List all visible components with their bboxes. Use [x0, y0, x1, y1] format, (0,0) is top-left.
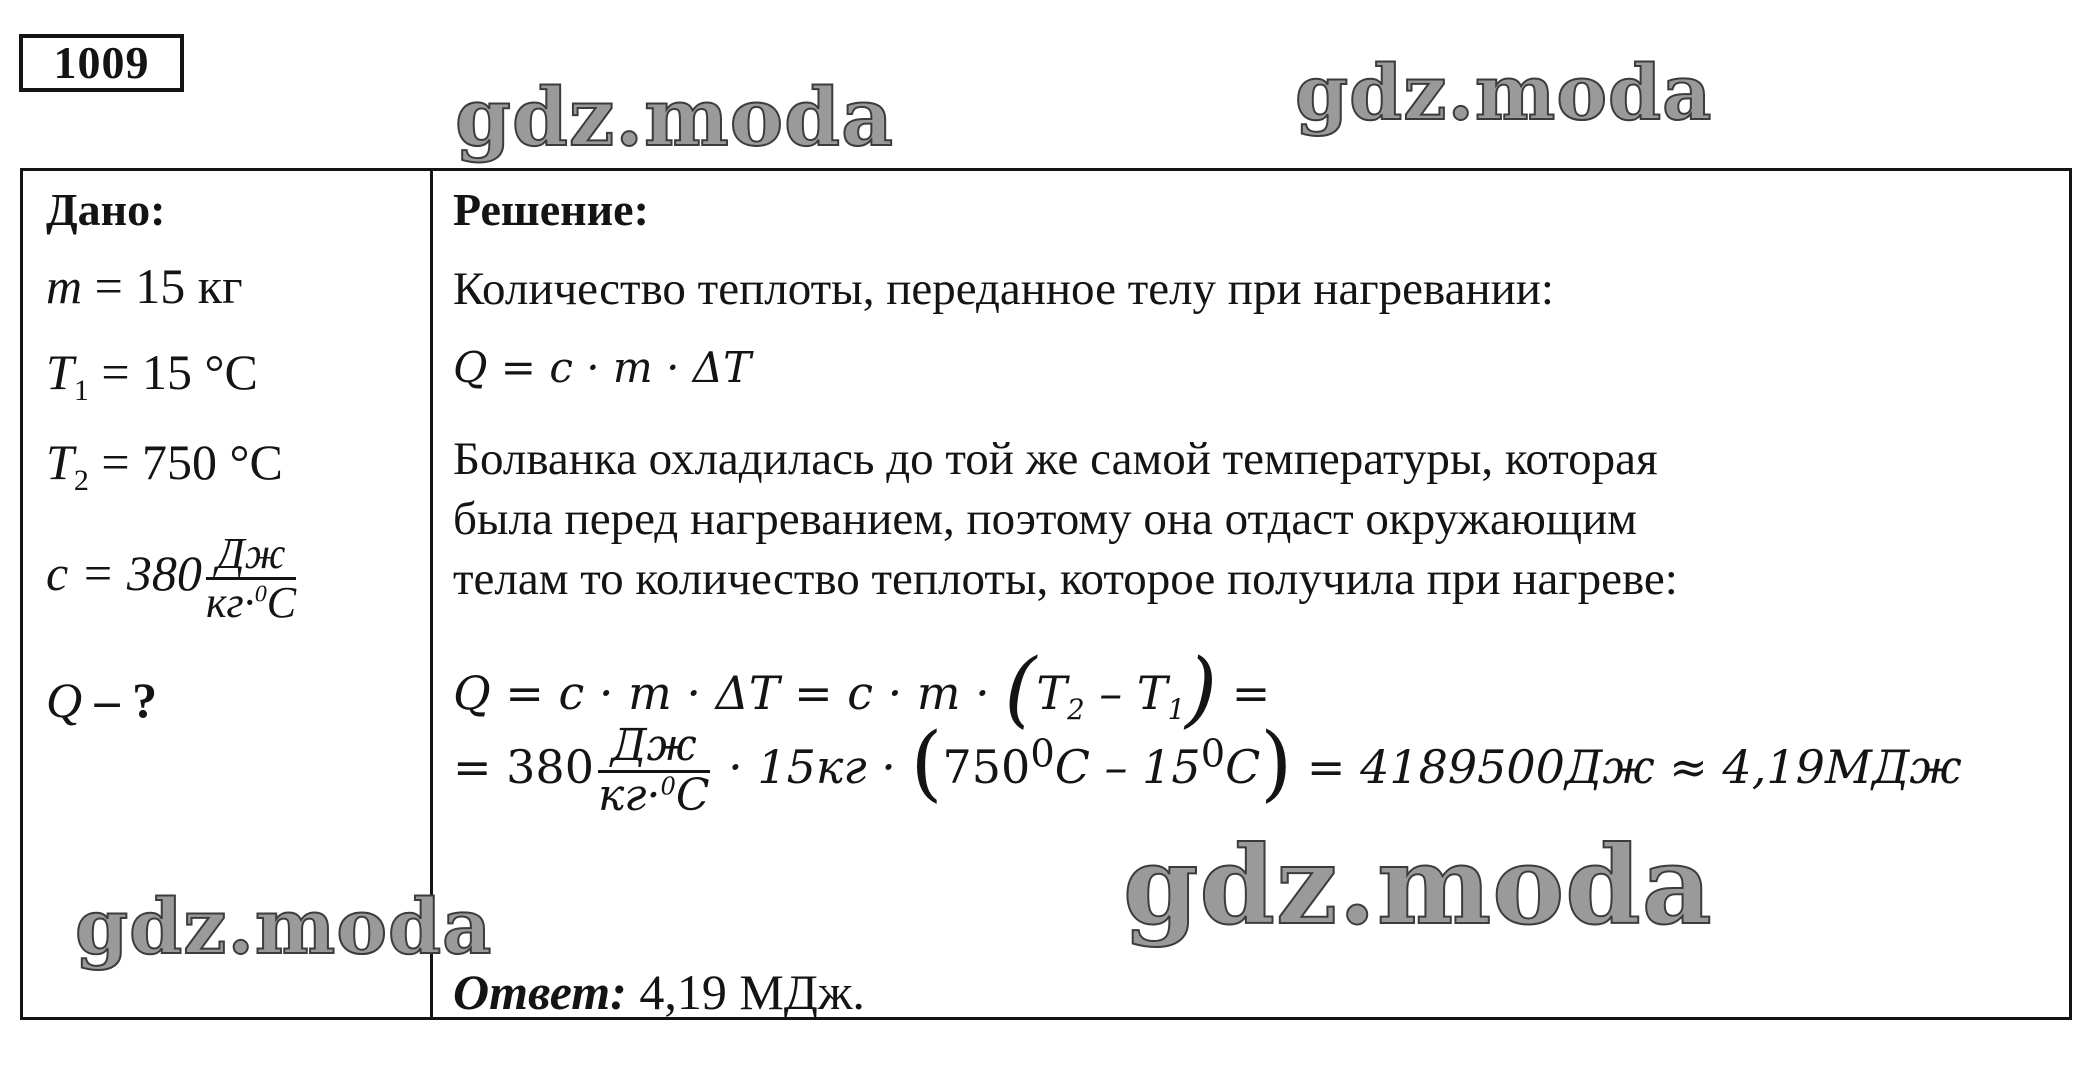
- close-paren: ): [1185, 642, 1218, 737]
- open-paren: (: [1004, 642, 1037, 737]
- given-t1: [46, 343, 258, 408]
- q-variable: Q: [46, 672, 83, 728]
- open-paren: (: [910, 716, 943, 811]
- t2-variable: T: [46, 434, 74, 490]
- answer-label: Ответ:: [453, 964, 627, 1020]
- t1-value: = 15 °C: [88, 344, 258, 400]
- heat-calculation: = 380 $\frac{Дж}{кг\cdot^0C}$ · $15кг \cdot (750^0C - 15^0C) = 4189500Дж \approx 4,19МДж$: [453, 716, 1962, 821]
- watermark: gdz.moda: [75, 882, 493, 971]
- watermark: gdz.moda: [1123, 823, 1713, 949]
- watermark: gdz.moda: [455, 70, 894, 164]
- heat-formula-expanded: $Q = c \cdot m \cdot \Delta T = c \cdot m \cdot (T_2 - T_1)$ =: [453, 642, 1271, 737]
- solution-line: телам то количество теплоты, которое получила при нагреве:: [453, 553, 1678, 605]
- answer-value: 4,19 МДж.: [626, 964, 865, 1020]
- c-unit-denominator: кг·$^0$C: [205, 578, 297, 628]
- c-value: c = 380: [46, 545, 202, 602]
- solution-line: была перед нагреванием, поэтому она отдаст окружающим: [453, 493, 1637, 545]
- given-mass: [46, 257, 243, 315]
- given-t2: [46, 433, 283, 498]
- t2-subscript: 2: [73, 464, 89, 497]
- solution-heading: Решение:: [453, 184, 649, 235]
- solution-line: Болванка охладилась до той же самой температуры, которая: [453, 433, 1658, 485]
- c-unit-fraction: [206, 531, 296, 626]
- given-specific-heat: [46, 531, 300, 626]
- problem-number: 1009: [19, 34, 184, 92]
- c-unit-numerator: Дж: [206, 531, 296, 580]
- calc-unit-fraction: $\frac{Дж}{кг\cdot^0C}$: [597, 720, 710, 821]
- given-heading: Дано:: [46, 184, 166, 235]
- close-paren: ): [1260, 716, 1293, 811]
- given-unknown: [46, 671, 157, 729]
- calc-result: = 4189500Дж ≈ 4,19МДж: [1292, 740, 1962, 794]
- q-question: – ?: [82, 672, 158, 728]
- t1-variable: T: [46, 344, 74, 400]
- watermark: gdz.moda: [1295, 48, 1713, 137]
- heat-formula: Q = c · m · ΔT: [453, 343, 752, 392]
- solution-line: Количество теплоты, переданное телу при нагревании:: [453, 263, 1554, 315]
- mass-value: = 15 кг: [82, 258, 243, 314]
- t2-value: = 750 °C: [88, 434, 283, 490]
- t1-subscript: 1: [73, 374, 89, 407]
- answer: [453, 963, 865, 1021]
- mass-variable: m: [46, 258, 83, 314]
